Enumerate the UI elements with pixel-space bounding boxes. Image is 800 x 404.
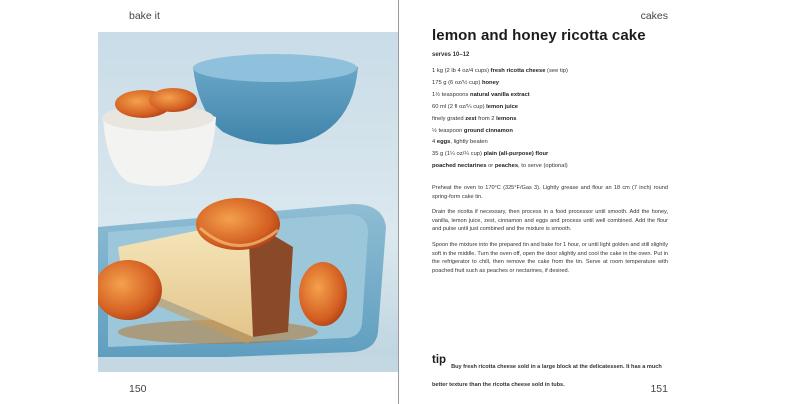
recipe-serves: serves 10–12: [432, 52, 470, 58]
ingredient-item: 175 g (6 oz/½ cup) honey: [432, 79, 500, 86]
method-step: Drain the ricotta if necessary, then process in a food processor until smooth. Add the honey, vanilla, lemon juice, zest, cinnamon and eggs and process until well combined. Add the flour and pulse until just combined and the mixture is smooth.: [432, 209, 668, 233]
method-steps: [432, 184, 668, 282]
running-head-left: bake it: [129, 10, 160, 22]
page-number-left: 150: [129, 383, 147, 395]
recipe-title: lemon and honey ricotta cake: [432, 27, 646, 44]
tip-text: Buy fresh ricotta cheese sold in a large block at the delicatessen. It has a much better texture than the ricotta cheese sold in tubs.: [432, 364, 662, 388]
page-number-right: 151: [650, 383, 668, 395]
ingredient-item: 4 eggs, lightly beaten: [432, 139, 488, 146]
ingredient-item: finely grated zest from 2 lemons: [432, 115, 517, 122]
photo-illustration: [98, 32, 398, 372]
ingredient-item: 35 g (1¼ oz/¼ cup) plain (all-purpose) flour: [432, 151, 549, 158]
recipe-tip: [432, 355, 672, 391]
ingredient-list: [432, 66, 568, 173]
left-page: [0, 0, 398, 404]
method-step: Spoon the mixture into the prepared tin and bake for 1 hour, or until light golden and still slightly soft in the middle. Turn the oven off, open the door slightly and cool the cake in the oven. Put in the refrigerator to chill, then remove the cake from the tin. Serve at room temperature with poached fruit such as peaches or nectarines, if desired.: [432, 241, 668, 274]
running-head-right: cakes: [640, 10, 668, 22]
ingredient-item: 60 ml (2 fl oz/¼ cup) lemon juice: [432, 103, 519, 110]
tip-label: tip: [432, 354, 447, 366]
ingredient-item: ½ teaspoon ground cinnamon: [432, 127, 513, 134]
method-step: Preheat the oven to 170°C (325°F/Gas 3). Lightly grease and flour an 18 cm (7 inch) round spring-form cake tin.: [432, 185, 668, 200]
ingredient-item: 1 kg (2 lb 4 oz/4 cups) fresh ricotta cheese (see tip): [432, 68, 568, 74]
ingredient-item: poached nectarines or peaches, to serve (optional): [432, 163, 568, 170]
recipe-photo: [98, 32, 398, 372]
ingredient-item: 1½ teaspoons natural vanilla extract: [432, 91, 530, 98]
